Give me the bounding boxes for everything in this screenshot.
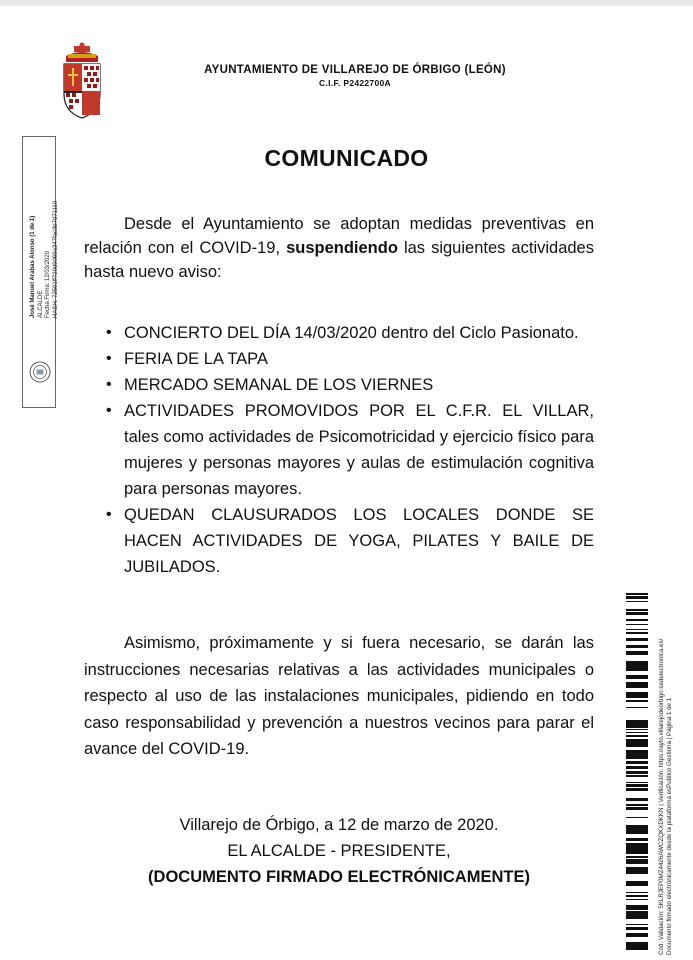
barcode-bar [626,867,648,869]
barcode-bar [626,839,648,841]
barcode-bar [626,742,648,745]
barcode-bar [626,624,648,625]
barcode-bar [626,859,648,862]
barcode-bar [626,804,648,806]
barcode-bar [626,725,648,728]
followup-paragraph: Asimismo, próximamente y si fuera necesario, se darán las instrucciones necesarias relativas a las actividades municipales o respecto al uso de las instalaciones municipales, pidiendo en todo caso responsabilidad y prevención a nuestros vecinos para parar el avance del COVID-19. [84,634,594,758]
barcode-bar [626,619,648,621]
list-item: • ACTIVIDADES PROMOVIDOS POR EL C.F.R. EL VILLAR, tales como actividades de Psicomotricidad y ejercicio físico para mujeres y personas mayores y aulas de estimulación cognitiva para personas mayores. [84,398,594,502]
barcode-bar [626,798,648,801]
barcode-bar [626,899,648,900]
barcode-bar [626,807,648,808]
barcode-bar [626,775,648,777]
barcode-bar [626,907,648,910]
barcode-bar [626,692,648,695]
barcode-bar [626,668,648,671]
signature-hash: HASH: 72501ff729d9069a347fac3b7d71110 [52,200,59,318]
seal-icon [28,360,52,384]
organization-cif: C.I.F. P2422700A [319,78,391,88]
signer-name: José Manuel Arabas Alonso (1 de 1) [30,215,36,318]
barcode-bar [626,838,648,839]
barcode-bar [626,761,648,764]
barcode-bar [626,766,648,769]
barcode-bar [626,829,648,832]
barcode-bar [626,755,648,757]
barcode-bar [626,895,648,897]
barcode-bar [626,651,648,653]
barcode-bar [626,825,648,828]
barcode-bar [626,808,648,810]
barcode-bar [626,911,648,914]
barcode-bar [626,872,648,874]
barcode-bar [626,745,648,747]
barcode-bar [626,750,648,752]
barcode-bar [626,662,648,665]
barcode-bar [626,771,648,774]
document-title: COMUNICADO [264,145,429,171]
barcode-bar [626,856,648,858]
coat-of-arms-icon [60,42,104,122]
list-item: • MERCADO SEMANAL DE LOS VIERNES [84,372,594,398]
barcode-bar [626,732,648,733]
list-item: • CONCIERTO DEL DÍA 14/03/2020 dentro del Ciclo Pasionato. [84,320,594,346]
barcode-bar [626,927,648,930]
barcode-bar [626,789,648,790]
suspended-activities-list [84,320,594,580]
barcode-bar [626,862,648,864]
barcode-bar [626,739,648,740]
barcode-bar [626,850,648,851]
barcode-bar [626,892,648,893]
barcode-bar [626,683,648,685]
barcode-bar [626,645,648,648]
intro-paragraph [84,212,594,284]
barcode-bar [626,720,648,721]
intro-text-end: las siguientes actividades hasta nuevo aviso: [84,239,594,281]
signer-role: ALCALDE [37,290,44,318]
place-date: Villarejo de Órbigo, a 12 de marzo de 2020. [179,816,499,834]
barcode-bar [626,675,648,678]
verification-platform: Documento firmado electrónicamente desde la plataforma esPublico Gestiona | Página 1 de 1 [666,697,673,955]
verification-code: Cód. Validación: 5KLRJEP0MZ4426AWCZQKXDKKN | Verificación: https://ayto.villarejodeorbigo.sedelectronica.es/ [658,638,665,955]
barcode-bar [626,740,648,742]
electronic-signature-note: (DOCUMENTO FIRMADO ELECTRÓNICAMENTE) [148,868,530,886]
intro-text-start: Desde el Ayuntamiento se adoptan medidas preventivas en relación con el COVID-19, [84,215,594,257]
signature-date: Fecha Firma: 12/03/2020 [45,250,51,318]
barcode-bar [626,942,648,943]
barcode-bar [626,612,648,615]
barcode-bar [626,846,648,849]
barcode-bar [626,935,648,937]
barcode-bar [626,752,648,755]
barcode-bar [626,700,648,702]
list-item: • FERIA DE LA TAPA [84,346,594,372]
barcode-bar [626,629,648,630]
barcode-bar [626,943,648,945]
barcode-bar [626,905,648,907]
barcode-bar [626,828,648,829]
barcode-bar [626,593,648,595]
intro-emphasis: suspendiendo [286,239,398,257]
barcode-bar [626,917,648,919]
organization-name: AYUNTAMIENTO DE VILLAREJO DE ÓRBIGO (LEÓN) [204,64,506,76]
barcode-bar [626,723,648,725]
barcode-bar [626,914,648,917]
barcode-bar [626,601,648,602]
barcode-bar [626,832,648,834]
barcode-bar [626,817,648,818]
closing-block [84,812,594,890]
barcode-bar [626,735,648,737]
signer-title: EL ALCALDE - PRESIDENTE, [227,842,451,860]
barcode-bar [626,869,648,872]
barcode-bar [626,682,648,683]
barcode-bar [626,924,648,925]
barcode-bar [626,851,648,854]
barcode-bar [626,788,648,789]
barcode-bar [626,784,648,787]
barcode-bar [626,661,648,662]
barcode-bar [626,596,648,598]
barcode-bar [626,678,648,679]
barcode-bar [626,598,648,599]
barcode-bar [626,782,648,783]
barcode-bar [626,933,648,935]
barcode-bar [626,638,648,641]
barcode-bar [626,843,648,846]
barcode-bar [626,697,648,698]
barcode-bar [626,653,648,655]
barcode-bar [626,721,648,723]
barcode-bar [626,849,648,850]
barcode-bar [626,707,648,708]
barcode-bar [626,790,648,791]
barcode-bar [626,632,648,633]
list-item: • QUEDAN CLAUSURADOS LOS LOCALES DONDE SE HACEN ACTIVIDADES DE YOGA, PILATES Y BAILE DE JUBILADOS. [84,502,594,580]
top-edge [0,0,693,6]
barcode-bar [626,609,648,611]
barcode [626,593,648,955]
barcode-bar [626,881,648,883]
barcode-bar [626,687,648,688]
barcode-bar [626,633,648,634]
barcode-bar [626,757,648,759]
barcode-bar [626,695,648,697]
barcode-bar [626,945,648,948]
barcode-bar [626,685,648,687]
barcode-bar [626,948,648,950]
barcode-bar [626,729,648,730]
letterhead [180,64,530,88]
verification-block [658,595,674,955]
barcode-bar [626,665,648,668]
barcode-bar [626,883,648,886]
